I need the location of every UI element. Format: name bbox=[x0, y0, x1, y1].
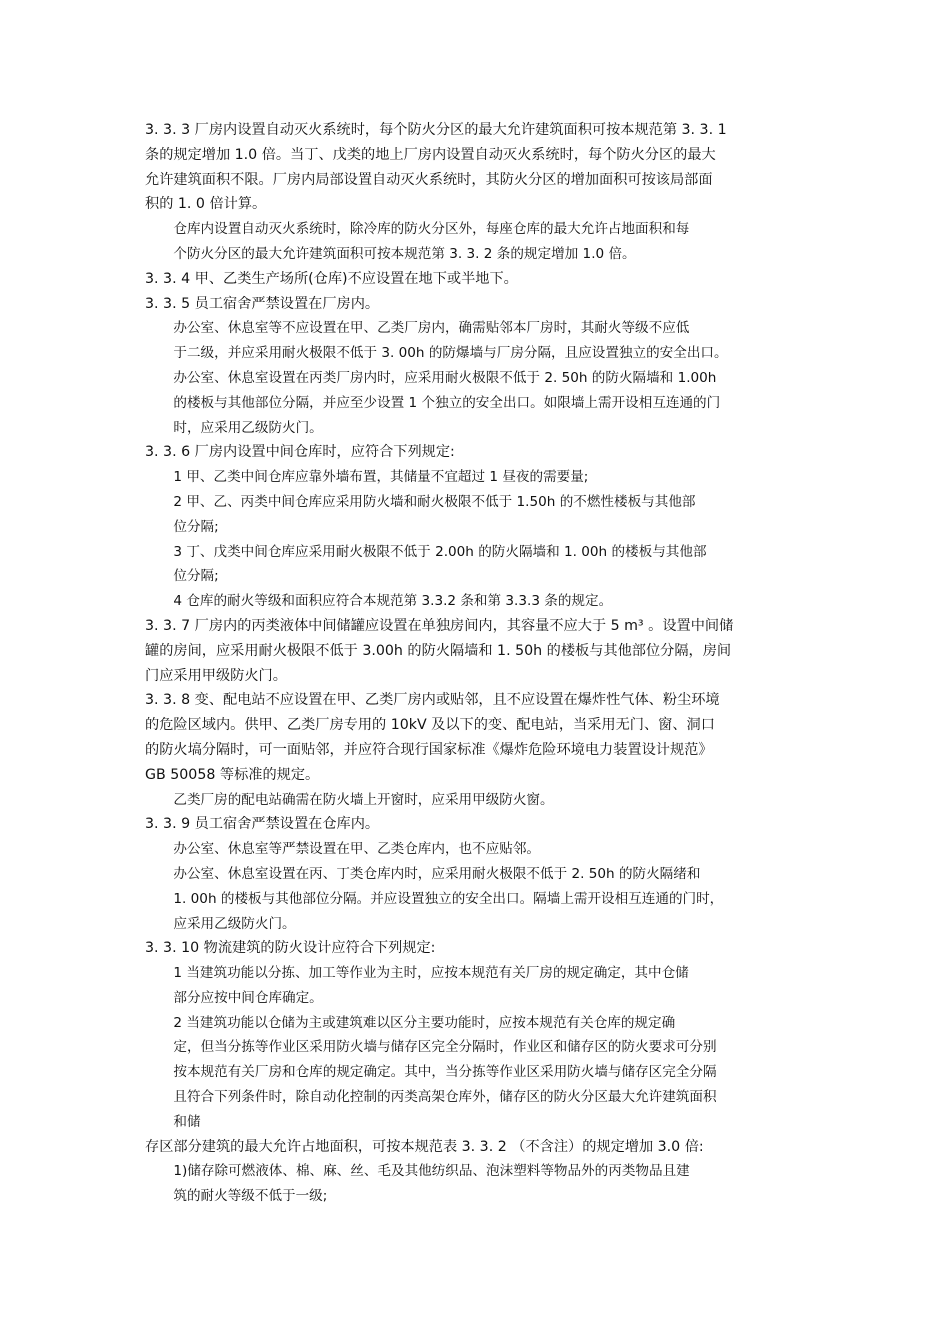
text-line: 办公室、休息室设置在丙、丁类仓库内时，应采用耐火极限不低于 2. 50h 的防火隔绪和 bbox=[173, 865, 701, 882]
text-line: 且符合下列条件时，除自动化控制的丙类高架仓库外，储存区的防火分区最大允许建筑面积 bbox=[173, 1089, 717, 1106]
text-line: 3 丁、戊类中间仓库应采用耐火极限不低于 2.00h 的防火隔墙和 1. 00h 的楼板与其他部 bbox=[173, 543, 707, 560]
text-line: 积的 1. 0 倍计算。 bbox=[145, 196, 267, 213]
text-line: 3. 3. 10 物流建筑的防火设计应符合下列规定: bbox=[145, 940, 436, 957]
paragraph-p12 bbox=[145, 614, 810, 688]
text-line: 1)储存除可燃液体、棉、麻、丝、毛及其他纺织品、泡沫塑料等物品外的丙类物品且建 bbox=[173, 1163, 690, 1180]
text-line: 应采用乙级防火门。 bbox=[173, 915, 296, 932]
text-line: 3. 3. 9 员工宿舍严禁设置在仓库内。 bbox=[145, 816, 380, 833]
text-line: 时，应采用乙级防火门。 bbox=[173, 419, 323, 436]
text-line: 条的规定增加 1.0 倍。当丁、戊类的地上厂房内设置自动灭火系统时，每个防火分区的最大 bbox=[145, 146, 716, 163]
paragraph-p13 bbox=[145, 688, 810, 787]
paragraph-p14 bbox=[145, 788, 810, 813]
text-line: 筑的耐火等级不低于一级; bbox=[173, 1188, 328, 1205]
text-line: 按本规范有关厂房和仓库的规定确定。其中，当分拣等作业区采用防火墙与储存区完全分隔 bbox=[173, 1064, 717, 1081]
text-line: 存区部分建筑的最大允许占地面积，可按本规范表 3. 3. 2 （不含注）的规定增加 3.0 倍: bbox=[145, 1138, 704, 1155]
text-line: 乙类厂房的配电站确需在防火墙上开窗时，应采用甲级防火窗。 bbox=[173, 791, 554, 808]
text-line: 的防火塙分隔时，可一面贴邻，并应符合现行国家标准《爆炸危险环境电力装置设计规范》 bbox=[145, 741, 713, 758]
text-line: GB 50058 等标准的规定。 bbox=[145, 766, 320, 783]
paragraph-p1 bbox=[145, 118, 810, 217]
text-line: 3. 3. 3 厂房内设置自动灭火系统时，每个防火分区的最大允许建筑面积可按本规范第 3. 3. 1 bbox=[145, 122, 727, 138]
text-line: 位分隔; bbox=[173, 568, 219, 585]
paragraph-p8 bbox=[145, 465, 810, 490]
text-line: 办公室、休息室等不应设置在甲、乙类厂房内，确需贴邻本厂房时，其耐火等级不应低 bbox=[173, 320, 690, 337]
paragraph-p16 bbox=[145, 837, 810, 862]
text-line: 3. 3. 7 厂房内的丙类液体中间储罐应设置在单独房间内，其容量不应大于 5 m³ 。设置中间储 bbox=[145, 617, 734, 634]
text-line: 个防火分区的最大允许建筑面积可按本规范第 3. 3. 2 条的规定增加 1.0 倍。 bbox=[173, 245, 636, 262]
text-line: 位分隔; bbox=[173, 518, 219, 535]
paragraph-p9 bbox=[145, 490, 810, 540]
text-line: 2 甲、乙、丙类中间仓库应采用防火墙和耐火极限不低于 1.50h 的不燃性楼板与其他部 bbox=[173, 493, 696, 510]
text-line: 的危险区域内。供甲、乙类厂房专用的 10kV 及以下的变、配电站，当采用无门、窗、洞口 bbox=[145, 717, 715, 734]
text-line: 1 甲、乙类中间仓库应靠外墙布置，其储量不宜超过 1 昼夜的需要量; bbox=[173, 469, 589, 486]
paragraph-p4 bbox=[145, 292, 810, 317]
paragraph-p18 bbox=[145, 936, 810, 961]
text-line: 的楼板与其他部位分隔，并应至少设置 1 个独立的安全出口。如限墙上需开设相互连通的门 bbox=[173, 394, 721, 411]
paragraph-p10 bbox=[145, 540, 810, 590]
text-line: 办公室、休息室设置在丙类厂房内时，应采用耐火极限不低于 2. 50h 的防火隔墙和 1.00h bbox=[173, 369, 717, 386]
paragraph-p17 bbox=[145, 862, 810, 936]
paragraph-p22 bbox=[145, 1159, 810, 1209]
document-body bbox=[145, 118, 810, 1209]
text-line: 3. 3. 5 员工宿舍严禁设置在厂房内。 bbox=[145, 295, 380, 312]
paragraph-p6 bbox=[145, 366, 810, 440]
paragraph-p11 bbox=[145, 589, 810, 614]
paragraph-p19 bbox=[145, 961, 810, 1011]
text-line: 4 仓库的耐火等级和面积应符合本规范第 3.3.2 条和第 3.3.3 条的规定。 bbox=[173, 593, 613, 610]
paragraph-p15 bbox=[145, 812, 810, 837]
paragraph-p2 bbox=[145, 217, 810, 267]
text-line: 3. 3. 4 甲、乙类生产场所(仓库)不应设置在地下或半地下。 bbox=[145, 270, 518, 287]
paragraph-p7 bbox=[145, 440, 810, 465]
paragraph-p20 bbox=[145, 1011, 810, 1135]
text-line: 定，但当分拣等作业区采用防火墙与储存区完全分隔时，作业区和储存区的防火要求可分别 bbox=[173, 1039, 717, 1056]
text-line: 3. 3. 6 厂房内设置中间仓库时，应符合下列规定: bbox=[145, 444, 455, 461]
text-line: 和储 bbox=[173, 1113, 201, 1130]
text-line: 于二级，并应采用耐火极限不低于 3. 00h 的防爆墙与厂房分隔，且应设置独立的安全出口。 bbox=[173, 345, 728, 362]
text-line: 门应采用甲级防火门。 bbox=[145, 667, 287, 684]
paragraph-p21 bbox=[145, 1135, 810, 1160]
text-line: 2 当建筑功能以仓储为主或建筑难以区分主要功能时，应按本规范有关仓库的规定确 bbox=[173, 1014, 676, 1031]
text-line: 1 当建筑功能以分拣、加工等作业为主时，应按本规范有关厂房的规定确定，其中仓储 bbox=[173, 965, 689, 982]
text-line: 仓库内设置自动灭火系统时，除冷库的防火分区外，每座仓库的最大允许占地面积和每 bbox=[173, 221, 690, 238]
paragraph-p3 bbox=[145, 267, 810, 292]
text-line: 罐的房间，应采用耐火极限不低于 3.00h 的防火隔墙和 1. 50h 的楼板与其他部位分隔，房间 bbox=[145, 642, 732, 659]
text-line: 1. 00h 的楼板与其他部位分隔。并应设置独立的安全出口。隔墙上需开设相互连通的门时， bbox=[173, 890, 724, 907]
text-line: 办公室、休息室等严禁设置在甲、乙类仓库内，也不应贴邻。 bbox=[173, 841, 541, 858]
text-line: 部分应按中间仓库确定。 bbox=[173, 989, 323, 1006]
text-line: 3. 3. 8 变、配电站不应设置在甲、乙类厂房内或贴邻，且不应设置在爆炸性气体、粉尘环境 bbox=[145, 692, 720, 709]
paragraph-p5 bbox=[145, 316, 810, 366]
text-line: 允许建筑面积不限。厂房内局部设置自动灭火系统时，其防火分区的增加面积可按该局部面 bbox=[145, 171, 713, 188]
